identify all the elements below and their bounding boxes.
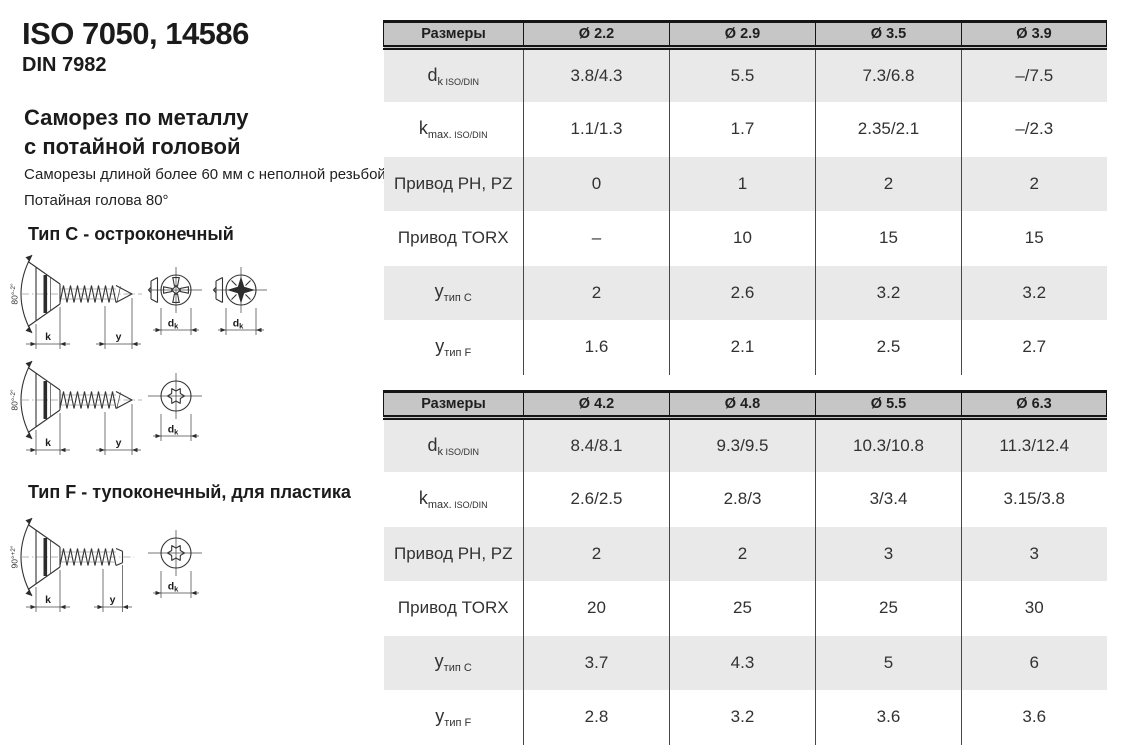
cell-value: 0 <box>524 157 670 212</box>
cell-value: 3/3.4 <box>816 472 962 527</box>
cell-value: 7.3/6.8 <box>816 48 962 103</box>
header-cell-sizes: Размеры <box>384 392 524 418</box>
screw-side-view-blunt-icon <box>9 518 134 612</box>
cell-value: 10.3/10.8 <box>816 418 962 473</box>
type-c-torx-drawing <box>6 358 281 466</box>
dimension-label-y: y <box>115 331 122 343</box>
type-c-heading: Тип C - остроконечный <box>28 224 234 244</box>
cell-value: –/2.3 <box>962 102 1107 157</box>
dimension-label-dk: dk <box>232 317 244 331</box>
page-subtitle: DIN 7982 <box>22 54 107 76</box>
cell-value: 2 <box>962 157 1107 212</box>
row-label: $y_{тип F}$ <box>435 335 472 359</box>
dimension-label-dk: dk <box>167 580 179 594</box>
cell-value: 6 <box>962 636 1107 691</box>
header-cell-diameter: Ø 4.8 <box>670 392 816 418</box>
cell-value: 9.3/9.5 <box>670 418 816 473</box>
header-cell-diameter: Ø 4.2 <box>524 392 670 418</box>
row-label: Привод TORX <box>397 228 509 248</box>
cell-value: 3.15/3.8 <box>962 472 1107 527</box>
table-row-dk <box>384 48 1107 103</box>
table-row-y-type-f <box>384 690 1107 745</box>
cell-value: 25 <box>816 581 962 636</box>
cell-value: 20 <box>524 581 670 636</box>
row-label: $y_{тип C}$ <box>434 281 472 305</box>
cell-value: 2.1 <box>670 320 816 375</box>
table-row-y-type-c <box>384 266 1107 321</box>
cell-value: 3.6 <box>816 690 962 745</box>
cell-value: 3 <box>962 527 1107 582</box>
type-f-heading: Тип F - тупоконечный, для пластика <box>28 482 351 502</box>
cell-value: 2.35/2.1 <box>816 102 962 157</box>
cell-value: 2.6 <box>670 266 816 321</box>
cell-value: 25 <box>670 581 816 636</box>
dimension-label-k: k <box>45 437 51 449</box>
cell-value: 3.7 <box>524 636 670 691</box>
cell-value: 3.2 <box>962 266 1107 321</box>
note-line1: Саморезы длиной более 60 мм с неполной резьбой <box>24 166 386 183</box>
dimension-label-dk: dk <box>167 317 179 331</box>
cell-value: 30 <box>962 581 1107 636</box>
cell-value: 2.8 <box>524 690 670 745</box>
cell-value: 8.4/8.1 <box>524 418 670 473</box>
header-cell-diameter: Ø 6.3 <box>962 392 1107 418</box>
cell-value: 5.5 <box>670 48 816 103</box>
cell-value: 1.1/1.3 <box>524 102 670 157</box>
product-title <box>24 103 249 161</box>
ph-recess-head-icon <box>148 267 202 335</box>
row-label: Привод PH, PZ <box>393 173 513 193</box>
cell-value: 2.5 <box>816 320 962 375</box>
cell-value: 4.3 <box>670 636 816 691</box>
table-row-drive-ph-pz <box>384 157 1107 212</box>
cell-value: – <box>524 211 670 266</box>
screw-side-view-pointed-icon <box>9 361 142 455</box>
table-row-drive-ph-pz <box>384 527 1107 582</box>
cell-value: 3.8/4.3 <box>524 48 670 103</box>
product-notes <box>24 162 386 213</box>
row-label: $y_{тип F}$ <box>435 705 472 729</box>
header-cell-diameter: Ø 5.5 <box>816 392 962 418</box>
cell-value: 1.7 <box>670 102 816 157</box>
dimension-label-dk: dk <box>167 423 179 437</box>
product-title-line2: с потайной головой <box>24 134 241 160</box>
pz-recess-head-icon <box>213 267 267 335</box>
cell-value: 2.8/3 <box>670 472 816 527</box>
header-cell-diameter: Ø 3.9 <box>962 22 1107 48</box>
row-label: Привод TORX <box>397 598 509 618</box>
cell-value: 1 <box>670 157 816 212</box>
table-header <box>384 22 1107 48</box>
dimension-label-k: k <box>45 331 51 343</box>
cell-value: 15 <box>962 211 1107 266</box>
cell-value: 10 <box>670 211 816 266</box>
row-label: $k_{max.}$ $_{ISO/DIN}$ <box>418 487 488 511</box>
dimension-label-y: y <box>115 437 122 449</box>
cell-value: –/7.5 <box>962 48 1107 103</box>
header-cell-diameter: Ø 2.9 <box>670 22 816 48</box>
cell-value: 2 <box>524 527 670 582</box>
screw-side-view-pointed-icon <box>9 255 142 349</box>
type-c-ph-pz-drawing <box>6 252 281 360</box>
cell-value: 3.2 <box>816 266 962 321</box>
table-row-y-type-f <box>384 320 1107 375</box>
header-cell-diameter: Ø 2.2 <box>524 22 670 48</box>
cell-value: 3 <box>816 527 962 582</box>
row-label: $d_k$ $_{ISO/DIN}$ <box>427 64 480 88</box>
page-title: ISO 7050, 14586 <box>22 16 249 51</box>
table-row-kmax <box>384 102 1107 157</box>
cell-value: 3.6 <box>962 690 1107 745</box>
dimension-label-k: k <box>45 594 51 606</box>
cell-value: 2 <box>670 527 816 582</box>
cell-value: 11.3/12.4 <box>962 418 1107 473</box>
dimensions-table-small <box>383 20 1107 375</box>
row-label: $d_k$ $_{ISO/DIN}$ <box>427 434 480 458</box>
angle-label: 80°$^{-2^\circ}$ <box>9 389 20 411</box>
header-cell-diameter: Ø 3.5 <box>816 22 962 48</box>
cell-value: 2.6/2.5 <box>524 472 670 527</box>
cell-value: 15 <box>816 211 962 266</box>
cell-value: 3.2 <box>670 690 816 745</box>
cell-value: 2 <box>524 266 670 321</box>
cell-value: 2.7 <box>962 320 1107 375</box>
table-row-drive-torx <box>384 581 1107 636</box>
row-label: Привод PH, PZ <box>393 543 513 563</box>
cell-value: 1.6 <box>524 320 670 375</box>
cell-value: 2 <box>816 157 962 212</box>
table-header <box>384 392 1107 418</box>
table-row-drive-torx <box>384 211 1107 266</box>
row-label: $k_{max.}$ $_{ISO/DIN}$ <box>418 117 488 141</box>
cell-value: 5 <box>816 636 962 691</box>
header-cell-sizes: Размеры <box>384 22 524 48</box>
note-line2: Потайная голова 80° <box>24 191 169 209</box>
torx-recess-head-icon <box>148 530 202 598</box>
row-label: $y_{тип C}$ <box>434 651 472 675</box>
dimensions-table-large <box>383 390 1107 745</box>
dimension-label-y: y <box>109 594 116 606</box>
table-row-dk <box>384 418 1107 473</box>
angle-label: 90°$^{+2^\circ}$ <box>9 545 20 569</box>
table-row-kmax <box>384 472 1107 527</box>
type-f-torx-drawing <box>6 515 281 623</box>
product-title-line1: Саморез по металлу <box>24 105 249 130</box>
table-row-y-type-c <box>384 636 1107 691</box>
angle-label: 80°$^{-2^\circ}$ <box>9 283 20 305</box>
torx-recess-head-icon <box>148 373 202 441</box>
